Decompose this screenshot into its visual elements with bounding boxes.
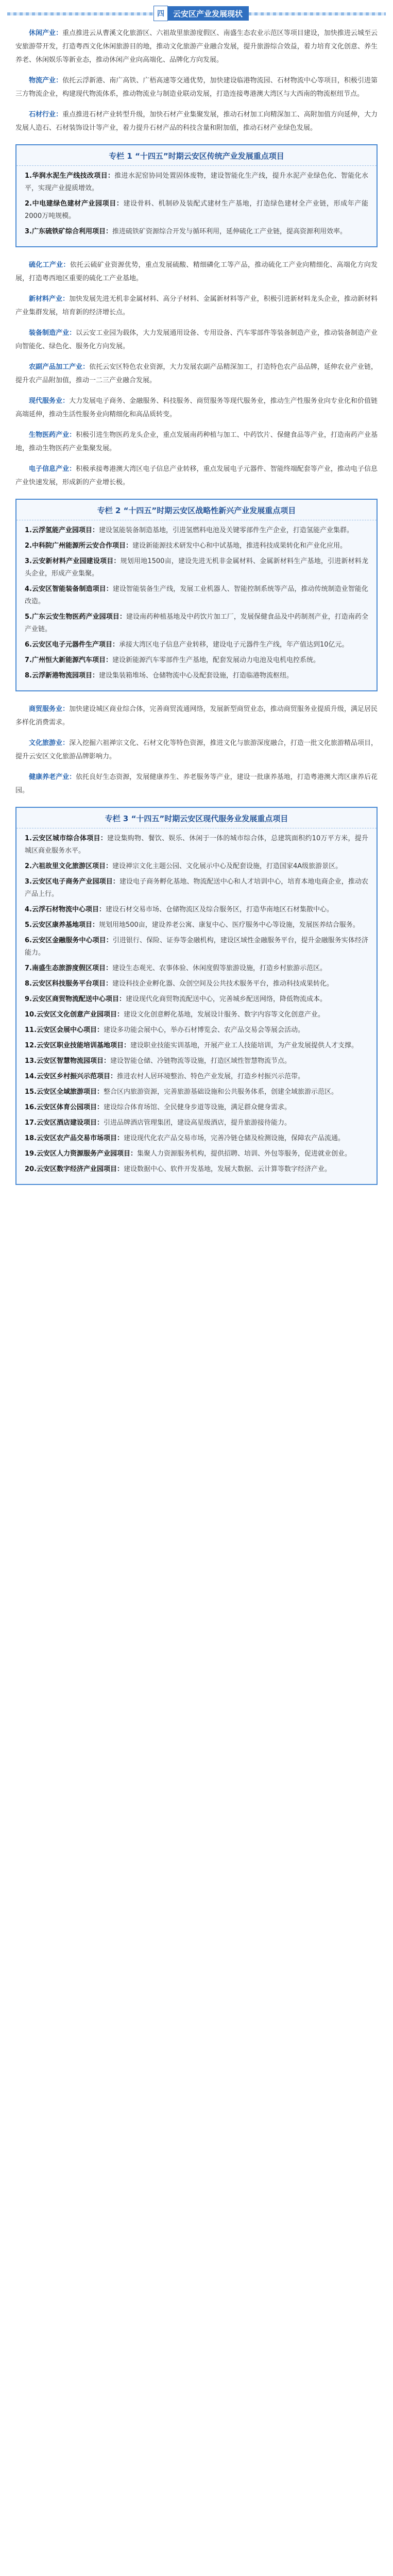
box-item (25, 904, 368, 916)
box-item-title: 20.云安区数字经济产业园项目： (25, 1165, 124, 1173)
box-item (25, 198, 368, 223)
section-number: 四 (153, 6, 168, 21)
box-item-title: 6.云安区电子元器件生产项目： (25, 641, 119, 649)
paragraph (15, 74, 378, 101)
box-item (25, 1071, 368, 1083)
box-item-title: 4.云浮石材物流中心项目： (25, 906, 106, 913)
paragraph-lead: 现代服务业： (29, 397, 70, 405)
paragraph (15, 27, 378, 67)
box-item (25, 583, 368, 608)
box-item (25, 540, 368, 552)
paragraph-lead: 装备制造产业： (29, 329, 76, 337)
box-item-title: 5.云安区康养基地项目： (25, 921, 99, 929)
box-item-text: 集聚人力资源服务机构，提供招聘、培训、外包等服务，促进就业创业。 (137, 1150, 352, 1158)
paragraph (15, 293, 378, 319)
box-item (25, 1040, 368, 1052)
box-item-title: 8.云安区科技服务平台项目： (25, 980, 112, 988)
box-item-title: 14.云安区乡村振兴示范项目： (25, 1073, 117, 1080)
box-item-text: 建设新能源汽车零部件生产基地，配套发展动力电池及电机电控系统。 (112, 656, 320, 664)
box-item (25, 670, 368, 682)
box-item-text: 建设多功能会展中心，举办石材博览会、农产品交易会等展会活动。 (104, 1026, 305, 1034)
box-item-text: 建设氢能装备制造基地，引进氢燃料电池及关键零部件生产企业，打造氢能产业集群。 (98, 527, 353, 534)
section-title: 云安区产业发展现状 (173, 9, 243, 19)
box-item (25, 993, 368, 1006)
box-item-title: 12.云安区职业技能培训基地项目： (25, 1042, 131, 1049)
box-item-title: 19.云安区人力资源服务产业园项目： (25, 1150, 138, 1158)
paragraph (15, 259, 378, 285)
box-item-title: 3.云安区电子商务产业园项目： (25, 878, 119, 886)
paragraph-lead: 农副产品加工产业： (29, 363, 90, 371)
box-item-title: 2.中电建绿色建材产业园项目： (25, 200, 124, 208)
box-item-text: 建设文化创意孵化基地，发展设计服务、数字内容等文化创意产业。 (124, 1011, 325, 1019)
box-item-title: 9.云安区商贸物流配送中心项目： (25, 995, 126, 1003)
paragraph-text: 大力发展电子商务、金融服务、科技服务、商贸服务等现代服务业，推动生产性服务业向专业化和价值链高端延伸，推动生活性服务业向精细化和高品质转变。 (15, 397, 378, 418)
box-item-text: 建设职业技能实训基地，开展产业工人技能培训，为产业发展提供人才支撑。 (130, 1042, 358, 1049)
box-item-text: 建设骨料、机制砂及装配式建材生产基地，打造绿色建材全产业链，形成年产能2000万吨规模。 (25, 200, 368, 220)
box-item (25, 1163, 368, 1176)
box-item (25, 555, 368, 580)
box-item (25, 611, 368, 636)
project-box-1 (15, 144, 378, 247)
paragraph (15, 463, 378, 489)
paragraph-lead: 石材行业： (29, 111, 63, 118)
box-item (25, 654, 368, 667)
box-item-text: 建设智能装备生产线，发展工业机器人、智能控制系统等产品，推动传统制造业智能化改造。 (25, 585, 368, 605)
box-item-title: 1.云浮氢能产业园项目： (25, 527, 99, 534)
box-item-title: 7.广州恒大新能源汽车项目： (25, 656, 112, 664)
paragraph (15, 429, 378, 455)
box-item (25, 935, 368, 959)
box-item-title: 18.云安区农产品交易市场项目： (25, 1134, 124, 1142)
box-item-title: 3.广东硫铁矿综合利用项目： (25, 228, 112, 235)
paragraph-text: 重点推进石材产业转型升级，加快石材产业集聚发展，推动石材加工向精深加工、高附加值方向延伸，大力发展人造石、石材装饰设计等产业，着力提升石材产品的科技含量和附加值，推动石材产业绿色发展。 (15, 111, 378, 132)
paragraph-lead: 物流产业： (29, 77, 63, 84)
box-item-text: 引进品牌酒店管理集团，建设高星级酒店，提升旅游接待能力。 (104, 1119, 292, 1127)
paragraph-text: 以云安工业园为载体，大力发展通用设备、专用设备、汽车零部件等装备制造产业，推动装备制造产业向智能化、绿色化、服务化方向发展。 (15, 329, 378, 350)
paragraph-lead: 生物医药产业： (29, 431, 76, 439)
box-item-text: 建设现代化商贸物流配送中心，完善城乡配送网络，降低物流成本。 (125, 995, 327, 1003)
box-item (25, 1101, 368, 1114)
box-item-title: 4.云安区智能装备制造项目： (25, 585, 113, 593)
paragraph (15, 771, 378, 798)
box-item-title: 1.云安区城市综合体项目： (25, 835, 108, 842)
paragraph-lead: 硫化工产业： (29, 261, 70, 269)
paragraph (15, 703, 378, 730)
box-item-text: 规划用地500亩，建设养老公寓、康复中心、医疗服务中心等设施，发展医养结合服务。 (98, 921, 360, 929)
box-item-text: 建设综合体育场馆、全民健身步道等设施，满足群众健身需求。 (104, 1104, 292, 1111)
box-item-text: 建设禅宗文化主题公园、文化展示中心及配套设施，打造国家4A级旅游景区。 (112, 862, 343, 870)
paragraph-text: 加快建设城区商业综合体，完善商贸流通网络，发展新型商贸业态，推动商贸服务业提质升级，满足居民多样化消费需求。 (15, 705, 378, 726)
box-title: 专栏 1 “十四五”时期云安区传统产业发展重点项目 (16, 145, 377, 166)
paragraph-text: 依托云安区特色农业资源，大力发展农副产品精深加工，打造特色农产品品牌，延伸农业产业链，提升农产品附加值，推动一二三产业融合发展。 (15, 363, 378, 384)
paragraph (15, 327, 378, 353)
paragraph (15, 361, 378, 387)
box-item (25, 226, 368, 238)
box-item (25, 860, 368, 873)
box-item-title: 7.南盛生态旅游度假区项目： (25, 964, 112, 972)
box-title: 专栏 3 “十四五”时期云安区现代服务业发展重点项目 (16, 808, 377, 828)
box-item-text: 推进硫铁矿资源综合开发与循环利用，延伸硫化工产业链，提高资源利用效率。 (112, 228, 347, 235)
box-item-title: 11.云安区会展中心项目： (25, 1026, 104, 1034)
box-item-text: 建设石材交易市场、仓储物流区及综合服务区，打造华南地区石材集散中心。 (105, 906, 333, 913)
box-item-text: 建设现代化农产品交易市场，完善冷链仓储及检测设施，保障农产品流通。 (124, 1134, 345, 1142)
box-item-text: 建设南药种植基地及中药饮片加工厂，发展保健食品及中药制剂产业，打造南药全产业链。 (25, 613, 368, 633)
box-item-text: 建设数据中心、软件开发基地，发展大数据、云计算等数字经济产业。 (124, 1165, 332, 1173)
box-item-title: 2.六祖故里文化旅游区项目： (25, 862, 112, 870)
box-item (25, 962, 368, 975)
box-item (25, 919, 368, 931)
box-item-title: 10.云安区文化创意产业园项目： (25, 1011, 124, 1019)
box-item (25, 170, 368, 195)
paragraph-text: 依托云硫矿业资源优势，重点发展硫酸、精细磷化工等产品，推动硫化工产业向精细化、高端化方向发展，打造粤西地区重要的硫化工产业基地。 (15, 261, 378, 282)
box-item-text: 建设电子商务孵化基地、物流配送中心和人才培训中心，培育本地电商企业，推动农产品上行。 (25, 878, 368, 898)
paragraph-text: 重点推进云从曹溪文化旅游区、六祖故里旅游度假区、南盛生态农业示范区等项目建设，加快推进云城至云安旅游带开发，打造粤西文化休闲旅游目的地，推动文化旅游产业融合发展，提升旅游综合效益，着力培育文化创意、养生养老、休闲娱乐等新业态，推动休闲产业向高端化、品牌化方向发展。 (15, 29, 378, 64)
project-box-3 (15, 807, 378, 1185)
box-item-title: 8.云浮新港物流园项目： (25, 672, 99, 680)
box-item-title: 13.云安区智慧物流园项目： (25, 1057, 111, 1065)
box-item-text: 引进银行、保险、证券等金融机构，建设区域性金融服务平台，提升金融服务实体经济能力。 (25, 937, 368, 957)
box-title: 专栏 2 “十四五”时期云安区战略性新兴产业发展重点项目 (16, 500, 377, 520)
box-item-text: 建设科技企业孵化器、众创空间及公共技术服务平台，推动科技成果转化。 (112, 980, 333, 988)
paragraph-lead: 新材料产业： (29, 295, 70, 303)
box-item-title: 6.云安区金融服务中心项目： (25, 937, 113, 944)
box-item-title: 1.华润水泥生产线技改项目： (25, 172, 115, 180)
box-item (25, 1024, 368, 1037)
box-item-title: 16.云安区体育公园项目： (25, 1104, 104, 1111)
box-item-text: 建设集装箱堆场、仓储物流中心及配套设施，打造临港物流枢纽。 (98, 672, 293, 680)
paragraph-text: 深入挖掘六祖禅宗文化、石材文化等特色资源，推进文化与旅游深度融合，打造一批文化旅游精品项目，提升云安区文化旅游品牌影响力。 (15, 739, 378, 760)
paragraph-lead: 商贸服务业： (29, 705, 70, 713)
box-item (25, 978, 368, 990)
box-item (25, 639, 368, 651)
paragraph-lead: 电子信息产业： (29, 465, 76, 473)
paragraph (15, 108, 378, 135)
box-item (25, 1117, 368, 1129)
box-item-text: 建设智能仓储、冷链物流等设施，打造区域性智慧物流节点。 (110, 1057, 292, 1065)
box-item (25, 1132, 368, 1145)
box-item (25, 876, 368, 901)
box-item-text: 推进农村人居环境整治、特色产业发展，打造乡村振兴示范带。 (117, 1073, 305, 1080)
paragraph-lead: 休闲产业： (29, 29, 63, 37)
box-item (25, 833, 368, 857)
project-box-2 (15, 499, 378, 691)
section-tag (153, 6, 249, 21)
box-item-title: 17.云安区酒店建设项目： (25, 1119, 104, 1127)
paragraph-text: 依托云浮新港、南广高铁、广梧高速等交通优势，加快建设临港物流园、石材物流中心等项目，积极引进第三方物流企业，构建现代物流体系，推动物流业与制造业联动发展，打造连接粤港澳大湾区与大西南的物流枢纽节点。 (15, 77, 378, 98)
paragraph-lead: 健康养老产业： (29, 773, 76, 781)
paragraph-text: 依托良好生态资源，发展健康养生、养老服务等产业，建设一批康养基地，打造粤港澳大湾区康养后花园。 (15, 773, 378, 794)
box-item-text: 建设集购物、餐饮、娱乐、休闲于一体的城市综合体，总建筑面积约10万平方米，提升城区商业服务水平。 (25, 835, 369, 855)
paragraph (15, 737, 378, 764)
box-item-text: 规划用地1500亩，建设先进无机非金属材料、金属新材料生产基地，引进新材料龙头企业，形成产业集聚。 (25, 557, 368, 578)
box-item-text: 推进水泥窑协同处置固体废物，建设智能化生产线，提升水泥产业绿色化、智能化水平，实现产业提质增效。 (25, 172, 368, 192)
paragraph-lead: 文化旅游业： (29, 739, 70, 747)
box-item (25, 1148, 368, 1160)
box-item-title: 15.云安区全域旅游项目： (25, 1088, 104, 1096)
box-item-text: 建设新能源技术研发中心和中试基地，推进科技成果转化和产业化应用。 (132, 542, 347, 550)
box-item-title: 2.中科院广州能源所云安合作项目： (25, 542, 132, 550)
paragraph (15, 395, 378, 421)
box-item (25, 1009, 368, 1021)
box-item-title: 5.广东云安生物医药产业园项目： (25, 613, 126, 621)
paragraph-text: 积极引进生物医药龙头企业，重点发展南药种植与加工、中药饮片、保健食品等产业，打造南药产业基地，推动生物医药产业集聚发展。 (15, 431, 378, 452)
document-body (0, 24, 393, 1185)
box-item-title: 3.云安新材料产业园建设项目： (25, 557, 121, 565)
paragraph-text: 积极承接粤港澳大湾区电子信息产业转移，重点发展电子元器件、智能终端配套等产业，推动电子信息产业快速发展，形成新的产业增长极。 (15, 465, 378, 486)
section-header (7, 0, 386, 24)
box-item-text: 整合区内旅游资源，完善旅游基础设施和公共服务体系，创建全域旅游示范区。 (104, 1088, 338, 1096)
box-item-text: 承接大湾区电子信息产业转移，建设电子元器件生产线，年产值达到10亿元。 (118, 641, 349, 649)
box-item (25, 524, 368, 537)
paragraph-text: 加快发展先进无机非金属材料、高分子材料、金属新材料等产业，积极引进新材料龙头企业，推动新材料产业集群发展，培育新的经济增长点。 (15, 295, 378, 316)
box-item-text: 建设生态观光、农事体验、休闲度假等旅游设施，打造乡村旅游示范区。 (112, 964, 327, 972)
box-item (25, 1086, 368, 1098)
box-item (25, 1055, 368, 1067)
